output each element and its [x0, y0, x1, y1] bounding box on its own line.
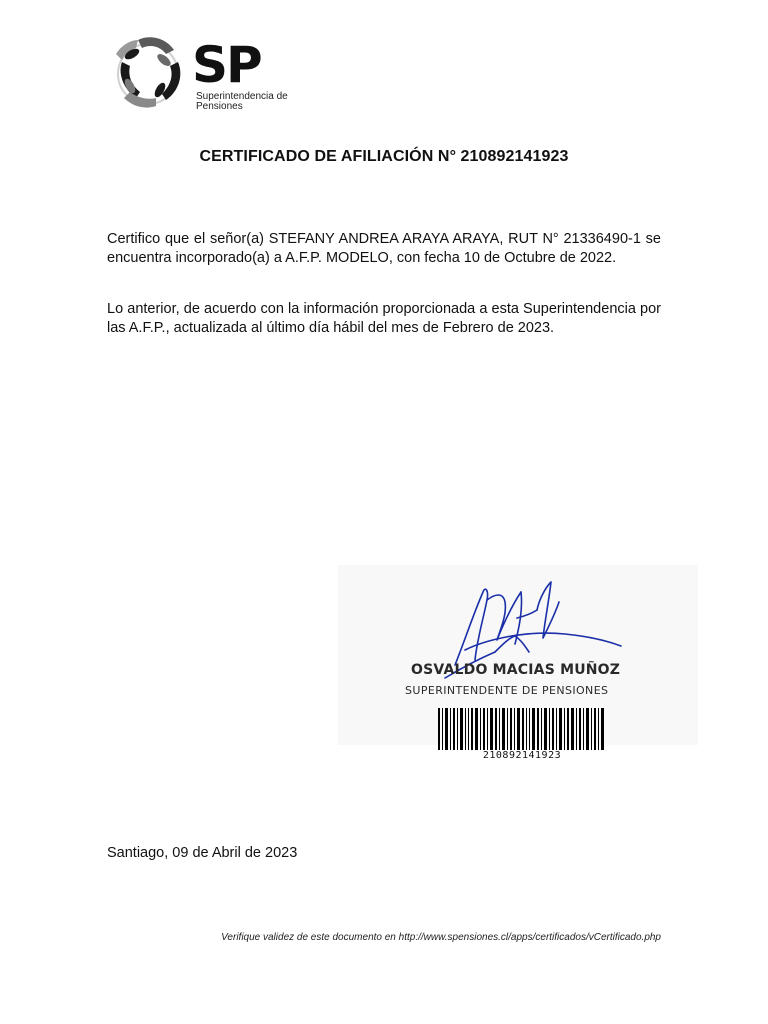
- barcode: [438, 708, 606, 752]
- signatory-role: SUPERINTENDENTE DE PENSIONES: [405, 684, 609, 697]
- sp-logo: [108, 32, 308, 122]
- logo-subtitle: [196, 92, 288, 112]
- logo-initials: SP: [192, 36, 261, 94]
- certificate-title: [0, 148, 768, 166]
- logo-subtitle-line2: Pensiones: [196, 101, 243, 112]
- certificate-number: 210892141923: [460, 148, 569, 165]
- verification-note: Verifique validez de este documento en http://www.spensiones.cl/apps/certificados/vCertificado.php: [221, 932, 661, 943]
- signatory-name: OSVALDO MACIAS MUÑOZ: [411, 662, 621, 678]
- barcode-number: 210892141923: [438, 750, 606, 762]
- source-paragraph: Lo anterior, de acuerdo con la información proporcionada a esta Superintendencia por las A.F.P., actualizada al último día hábil del mes de Febrero de 2023.: [107, 301, 661, 336]
- logo-subtitle-line1: Superintendencia de: [196, 91, 288, 102]
- certificate-title-prefix: CERTIFICADO DE AFILIACIÓN N°: [199, 148, 457, 165]
- hands-circle-icon: [108, 32, 188, 112]
- certification-paragraph: Certifico que el señor(a) STEFANY ANDREA ARAYA ARAYA, RUT N° 21336490-1 se encuentra incorporado(a) a A.F.P. MODELO, con fecha 10 de Octubre de 2022.: [107, 231, 661, 266]
- place-and-date: Santiago, 09 de Abril de 2023: [107, 845, 298, 861]
